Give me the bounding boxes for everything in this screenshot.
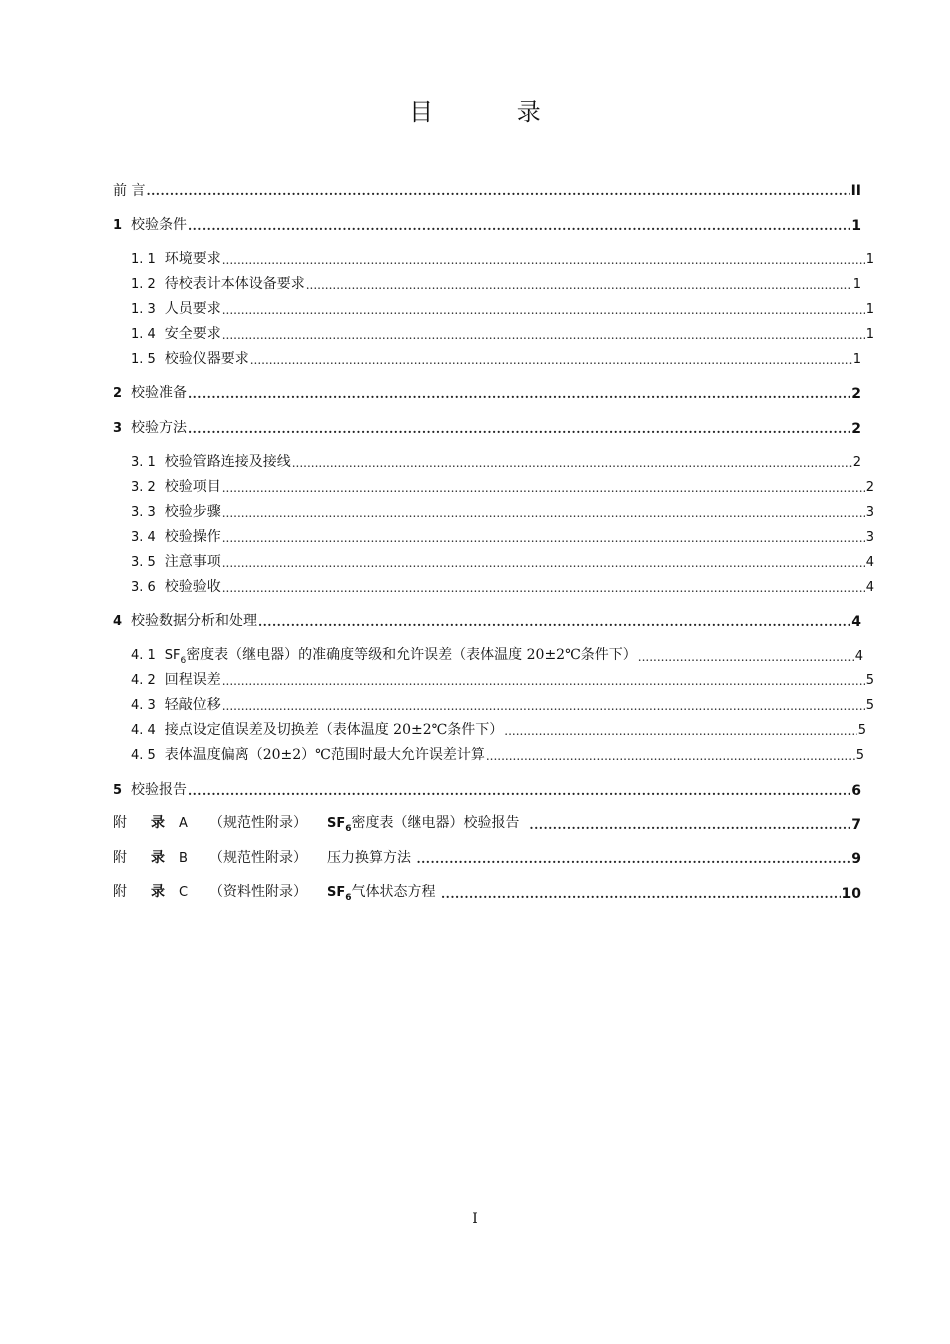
- toc-entry-page: 4: [851, 614, 861, 630]
- toc-entry-5[interactable]: [113, 782, 861, 800]
- toc-entry-number: 1. 4: [131, 327, 156, 342]
- toc-entry-text: 表体温度偏离（20±2）℃范围时最大允许误差计算: [164, 747, 485, 763]
- toc-entry-text: 校验步骤: [164, 504, 221, 520]
- toc-entry-text: 回程误差: [164, 672, 221, 688]
- toc-entry-page: 2: [851, 386, 861, 402]
- toc-entry-4-1[interactable]: [131, 648, 863, 666]
- toc-entry-3-2[interactable]: [131, 479, 874, 497]
- sf6-formula: $SF_6$: [164, 648, 187, 666]
- toc-entry-number: 3. 1: [131, 455, 156, 470]
- toc-entry-3-3[interactable]: [131, 504, 874, 522]
- toc-entry-page: 5: [865, 698, 874, 713]
- toc-entry-page: 1: [865, 252, 874, 267]
- toc-entry-text: 接点设定值误差及切换差（表体温度 20±2℃条件下）: [164, 722, 504, 738]
- toc-entry-page: 2: [851, 421, 861, 437]
- appendix-kind: （规范性附录）: [209, 850, 307, 866]
- appendix-letter: A: [179, 816, 188, 831]
- toc-entry-page: 1: [865, 302, 874, 317]
- leader-dots: [188, 217, 850, 235]
- toc-entry-page: 5: [855, 748, 864, 763]
- toc-entry-number: 4. 3: [131, 698, 156, 713]
- toc-entry-text: 密度表（继电器）校验报告: [351, 815, 520, 831]
- toc-entry-page: 3: [865, 530, 874, 545]
- toc-entry-text: 校验操作: [164, 529, 221, 545]
- leader-dots: [222, 697, 865, 715]
- leader-dots: [306, 276, 852, 294]
- leader-dots: [222, 504, 865, 522]
- toc-entry-page: 5: [865, 673, 874, 688]
- toc-entry-number: 3. 3: [131, 505, 156, 520]
- toc-entry-4-2[interactable]: [131, 672, 874, 690]
- sf6-formula: $SF_6$: [327, 885, 352, 903]
- toc-entry-text: 校验准备: [130, 385, 187, 401]
- toc-entry-3-6[interactable]: [131, 579, 874, 597]
- appendix-prefix: 录: [151, 815, 165, 831]
- toc-entry-text: 校验数据分析和处理: [130, 613, 257, 629]
- toc-entry-number: 1. 3: [131, 302, 156, 317]
- toc-entry-text: 轻敲位移: [164, 697, 221, 713]
- toc-entry-number: 1. 1: [131, 252, 156, 267]
- toc-entry-page: 6: [851, 783, 861, 799]
- toc-entry-page: 2: [852, 455, 861, 470]
- leader-dots: [222, 529, 865, 547]
- leader-dots: [486, 747, 855, 765]
- leader-dots: [529, 816, 850, 834]
- toc-entry-number: 4. 5: [131, 748, 156, 763]
- leader-dots: [222, 579, 865, 597]
- toc-entry-appendix-b[interactable]: [113, 850, 861, 868]
- toc-entry-text: 校验验收: [164, 579, 221, 595]
- toc-entry-number: 4. 1: [131, 648, 156, 663]
- toc-entry-number: 1: [113, 218, 123, 233]
- toc-entry-text: 安全要求: [164, 326, 221, 342]
- appendix-prefix: 附: [113, 884, 127, 900]
- toc-entry-page: 1: [865, 327, 874, 342]
- toc-entry-page: 3: [865, 505, 874, 520]
- toc-entry-1-5[interactable]: [131, 351, 861, 369]
- toc-entry-number: 1. 2: [131, 277, 156, 292]
- leader-dots: [222, 301, 865, 319]
- toc-entry-page: 4: [865, 580, 874, 595]
- toc-entry-number: 4. 4: [131, 723, 156, 738]
- toc-entry-text: 校验项目: [164, 479, 221, 495]
- appendix-kind: （资料性附录）: [209, 884, 307, 900]
- appendix-letter: B: [179, 851, 188, 866]
- appendix-prefix: 附: [113, 815, 127, 831]
- toc-entry-preface[interactable]: [113, 182, 861, 200]
- toc-entry-number: 5: [113, 783, 123, 798]
- leader-dots: [638, 648, 854, 666]
- toc-entry-page: 10: [841, 886, 861, 902]
- toc-entry-1-1[interactable]: [131, 251, 874, 269]
- toc-entry-page: 1: [852, 352, 861, 367]
- toc-entry-number: 4: [113, 614, 123, 629]
- leader-dots: [222, 672, 865, 690]
- leader-dots: [222, 251, 865, 269]
- toc-entry-3-1[interactable]: [131, 454, 861, 472]
- leader-dots: [188, 385, 850, 403]
- toc-entry-2[interactable]: [113, 385, 861, 403]
- toc-entry-4-5[interactable]: [131, 747, 864, 765]
- toc-entry-number: 3: [113, 421, 123, 436]
- page-number: I: [472, 1211, 478, 1227]
- leader-dots: [188, 420, 850, 438]
- toc-entry-text: 人员要求: [164, 301, 221, 317]
- toc-entry-1-2[interactable]: [131, 276, 861, 294]
- toc-entry-text: 气体状态方程: [351, 884, 436, 900]
- toc-entry-3-5[interactable]: [131, 554, 874, 572]
- toc-entry-text: 校验方法: [130, 420, 187, 436]
- toc-entry-page: 4: [854, 649, 863, 664]
- leader-dots: [441, 885, 841, 903]
- toc-entry-page: 5: [857, 723, 866, 738]
- appendix-prefix: 附: [113, 850, 127, 866]
- toc-entry-number: 4. 2: [131, 673, 156, 688]
- toc-entry-appendix-a[interactable]: [113, 816, 861, 834]
- toc-entry-1-3[interactable]: [131, 301, 874, 319]
- toc-entry-text: 密度表（继电器）的准确度等级和允许误差（表体温度 20±2℃条件下）: [186, 647, 637, 663]
- appendix-prefix: 录: [151, 850, 165, 866]
- toc-entry-text: 待校表计本体设备要求: [164, 276, 305, 292]
- toc-entry-4[interactable]: [113, 613, 861, 631]
- leader-dots: [250, 351, 852, 369]
- toc-entry-text: 压力换算方法: [327, 850, 411, 866]
- toc-entry-text: 校验报告: [130, 782, 187, 798]
- leader-dots: [188, 782, 850, 800]
- toc-entry-text: 环境要求: [164, 251, 221, 267]
- toc-entry-4-3[interactable]: [131, 697, 874, 715]
- leader-dots: [292, 454, 852, 472]
- appendix-kind: （规范性附录）: [209, 815, 307, 831]
- toc-entry-page: II: [850, 183, 861, 199]
- toc-entry-text: 注意事项: [164, 554, 221, 570]
- toc-entry-number: 1. 5: [131, 352, 156, 367]
- toc-entry-text: 前 言: [113, 183, 146, 199]
- toc-entry-text: 校验仪器要求: [164, 351, 249, 367]
- toc-entry-appendix-c[interactable]: [113, 885, 861, 903]
- toc-entry-3-4[interactable]: [131, 529, 874, 547]
- leader-dots: [416, 850, 850, 868]
- toc-entry-1[interactable]: [113, 217, 861, 235]
- toc-entry-page: 9: [851, 851, 861, 867]
- toc-entry-number: 3. 2: [131, 480, 156, 495]
- leader-dots: [222, 479, 865, 497]
- toc-entry-page: 7: [851, 817, 861, 833]
- leader-dots: [222, 326, 865, 344]
- toc-entry-number: 3. 5: [131, 555, 156, 570]
- toc-entry-number: 3. 4: [131, 530, 156, 545]
- toc-title: 目 录: [409, 98, 579, 126]
- toc-entry-page: 2: [865, 480, 874, 495]
- leader-dots: [222, 554, 865, 572]
- appendix-letter: C: [179, 885, 189, 900]
- toc-entry-number: 3. 6: [131, 580, 156, 595]
- leader-dots: [504, 722, 856, 740]
- toc-entry-3[interactable]: [113, 420, 861, 438]
- toc-entry-page: 1: [852, 277, 861, 292]
- leader-dots: [146, 182, 849, 200]
- toc-entry-number: 2: [113, 386, 123, 401]
- toc-entry-1-4[interactable]: [131, 326, 874, 344]
- toc-entry-text: 校验条件: [130, 217, 187, 233]
- toc-entry-text: 校验管路连接及接线: [164, 454, 291, 470]
- toc-entry-page: 1: [851, 218, 861, 234]
- toc-entry-4-4[interactable]: [131, 722, 866, 740]
- appendix-prefix: 录: [151, 884, 165, 900]
- sf6-formula: $SF_6$: [327, 816, 352, 834]
- toc-entry-page: 4: [865, 555, 874, 570]
- leader-dots: [258, 613, 850, 631]
